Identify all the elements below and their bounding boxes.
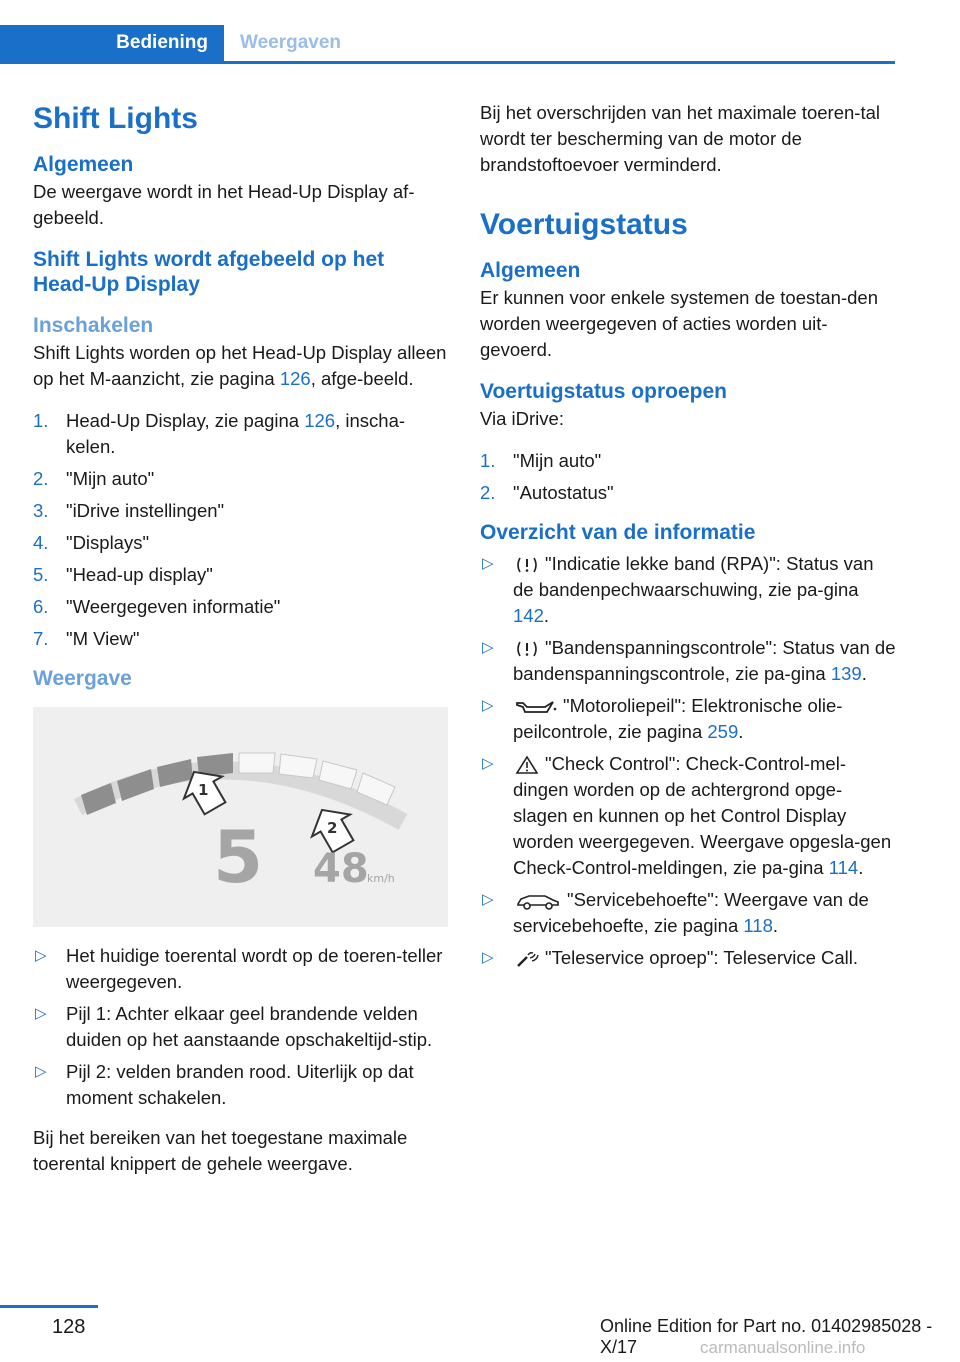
steps-list: [480, 448, 896, 506]
bullet-triangle-icon: ▷: [35, 1063, 47, 1080]
list-item: [33, 943, 448, 995]
arrow-1-label: 1: [198, 781, 209, 799]
gear-indicator: 5: [213, 815, 264, 899]
heading-shift-lights-shown: Shift Lights wordt afgebeeld op het Head-Up Display: [33, 248, 385, 296]
list-item: [33, 626, 448, 652]
paragraph-intro: Bij het overschrijden van het maximale toeren-tal wordt ter bescherming van de motor de brandstoftoevoer verminderd.: [480, 102, 880, 175]
steps-list: [33, 408, 448, 652]
heading-algemeen: Algemeen: [480, 259, 581, 282]
paragraph-via-idrive: Via iDrive:: [480, 408, 564, 429]
edition-note: Online Edition for Part no. 01402985028 - X/17: [600, 1316, 933, 1357]
step-number: 3.: [33, 500, 49, 521]
step-number: 1.: [480, 450, 496, 471]
car-service-icon: [515, 891, 561, 911]
text-fragment: .: [858, 857, 864, 878]
info-overview-list: [480, 551, 896, 971]
bullet-triangle-icon: ▷: [35, 1005, 47, 1022]
speed-value: 48: [313, 846, 369, 892]
step-number: 1.: [33, 410, 49, 431]
step-number: 6.: [33, 596, 49, 617]
footer-rule: [0, 1305, 98, 1308]
step-text: "Weergegeven informatie": [66, 596, 281, 617]
page-number: 128: [52, 1316, 86, 1338]
step-text: "Autostatus": [513, 482, 614, 503]
list-item: [480, 551, 896, 629]
text-fragment: .: [861, 663, 867, 684]
text-fragment: Head-Up Display, zie pagina: [66, 410, 305, 431]
speed-unit: km/h: [367, 872, 395, 885]
tab-weergaven[interactable]: Weergaven: [240, 32, 342, 53]
step-text: "Mijn auto": [513, 450, 602, 471]
text-fragment: .: [738, 721, 744, 742]
item-text: "Check Control": Check-Control-mel-dingen worden op de achtergrond opge-slagen en kunnen op het Control Display worden weergegeven. Weergave opgesla-gen Check-Control-meldingen, zie pa-gina: [513, 753, 892, 878]
tire-pressure-warning-icon: [515, 555, 539, 575]
list-item: [33, 466, 448, 492]
item-text: "Teleservice oproep": Teleservice Call.: [545, 947, 859, 968]
item-text: "Motoroliepeil": Elektronische olie-peilcontrole, zie pagina: [513, 695, 843, 742]
paragraph-inschakelen: [33, 340, 448, 392]
warning-triangle-icon: [515, 755, 539, 775]
step-number: 2.: [33, 468, 49, 489]
bullet-text: Pijl 2: velden branden rood. Uiterlijk op dat moment schakelen.: [66, 1061, 414, 1108]
step-text: "iDrive instellingen": [66, 500, 225, 521]
shift-lights-figure: [33, 707, 448, 927]
list-item: [480, 751, 896, 881]
list-item: [33, 1059, 448, 1111]
watermark: carmanualsonline.info: [700, 1338, 866, 1357]
item-text: "Bandenspanningscontrole": Status van de bandenspanningscontrole, zie pa-gina: [513, 637, 896, 684]
page-link[interactable]: 142: [513, 605, 544, 626]
list-item: [480, 635, 896, 687]
item-text: "Servicebehoefte": Weergave van de servicebehoefte, zie pagina: [513, 889, 869, 936]
paragraph-closing: Bij het bereiken van het toegestane maximale toerental knippert de gehele weergave.: [33, 1127, 408, 1174]
bullet-triangle-icon: ▷: [482, 555, 494, 572]
text-fragment: Shift Lights worden op het Head-Up Display alleen op het M-aanzicht, zie pagina: [33, 342, 447, 389]
section-title-shift-lights: Shift Lights: [33, 102, 198, 135]
text-fragment: , inscha-kelen.: [66, 410, 406, 457]
bullet-text: Pijl 1: Achter elkaar geel brandende velden duiden op het aanstaande opschakeltijd-stip.: [66, 1003, 433, 1050]
page-link[interactable]: 139: [830, 663, 862, 684]
step-number: 7.: [33, 628, 49, 649]
heading-oproepen: Voertuigstatus oproepen: [480, 380, 727, 403]
bullet-text: Het huidige toerental wordt op de toeren-teller weergegeven.: [66, 945, 443, 992]
step-text: "Mijn auto": [66, 468, 155, 489]
arrow-2-label: 2: [327, 819, 338, 837]
bullet-triangle-icon: ▷: [482, 891, 494, 908]
oil-can-icon: [515, 697, 557, 717]
step-number: 4.: [33, 532, 49, 553]
paragraph-algemeen: Er kunnen voor enkele systemen de toestan-den worden weergegeven of acties worden uit-gevoerd.: [480, 287, 878, 360]
step-text: "Displays": [66, 532, 150, 553]
heading-overzicht: Overzicht van de informatie: [480, 521, 756, 544]
bullet-triangle-icon: ▷: [35, 947, 47, 964]
page-link[interactable]: 118: [743, 915, 773, 936]
text-fragment: .: [543, 605, 550, 626]
list-item: [480, 945, 896, 971]
bullet-triangle-icon: ▷: [482, 949, 494, 966]
page-link[interactable]: 126: [279, 368, 311, 389]
teleservice-wrench-icon: [515, 949, 539, 969]
right-column: [480, 100, 896, 985]
tire-pressure-monitor-icon: [515, 639, 539, 659]
explanation-list: [33, 943, 448, 1111]
tab-bediening[interactable]: Bediening: [0, 25, 224, 61]
left-column: [33, 100, 448, 1193]
list-item: [480, 693, 896, 745]
bullet-triangle-icon: ▷: [482, 755, 494, 772]
list-item: [480, 480, 896, 506]
section-title-voertuigstatus: Voertuigstatus: [480, 208, 688, 241]
step-number: 5.: [33, 564, 49, 585]
heading-algemeen: Algemeen: [33, 153, 134, 176]
shift-lights-illustration: [33, 707, 448, 927]
step-text: "M View": [66, 628, 140, 649]
heading-inschakelen: Inschakelen: [33, 314, 154, 337]
text-fragment: .: [772, 915, 779, 936]
list-item: [480, 887, 896, 939]
chapter-tabbar: [0, 25, 895, 64]
list-item: [33, 1001, 448, 1053]
list-item: [33, 530, 448, 556]
item-text: "Indicatie lekke band (RPA)": Status van de bandenpechwaarschuwing, zie pa-gina: [513, 553, 874, 600]
step-text: "Head-up display": [66, 564, 213, 585]
paragraph-algemeen: De weergave wordt in het Head-Up Display af-gebeeld.: [33, 181, 415, 228]
list-item: [33, 594, 448, 620]
list-item: [33, 408, 448, 460]
page-link[interactable]: 259: [707, 721, 739, 742]
list-item: [33, 498, 448, 524]
list-item: [33, 562, 448, 588]
bullet-triangle-icon: ▷: [482, 639, 494, 656]
step-number: 2.: [480, 482, 496, 503]
page-link[interactable]: 114: [828, 857, 859, 878]
text-fragment: , afge-beeld.: [310, 368, 414, 389]
list-item: [480, 448, 896, 474]
heading-weergave: Weergave: [33, 667, 132, 690]
bullet-triangle-icon: ▷: [482, 697, 494, 714]
page-link[interactable]: 126: [304, 410, 336, 431]
